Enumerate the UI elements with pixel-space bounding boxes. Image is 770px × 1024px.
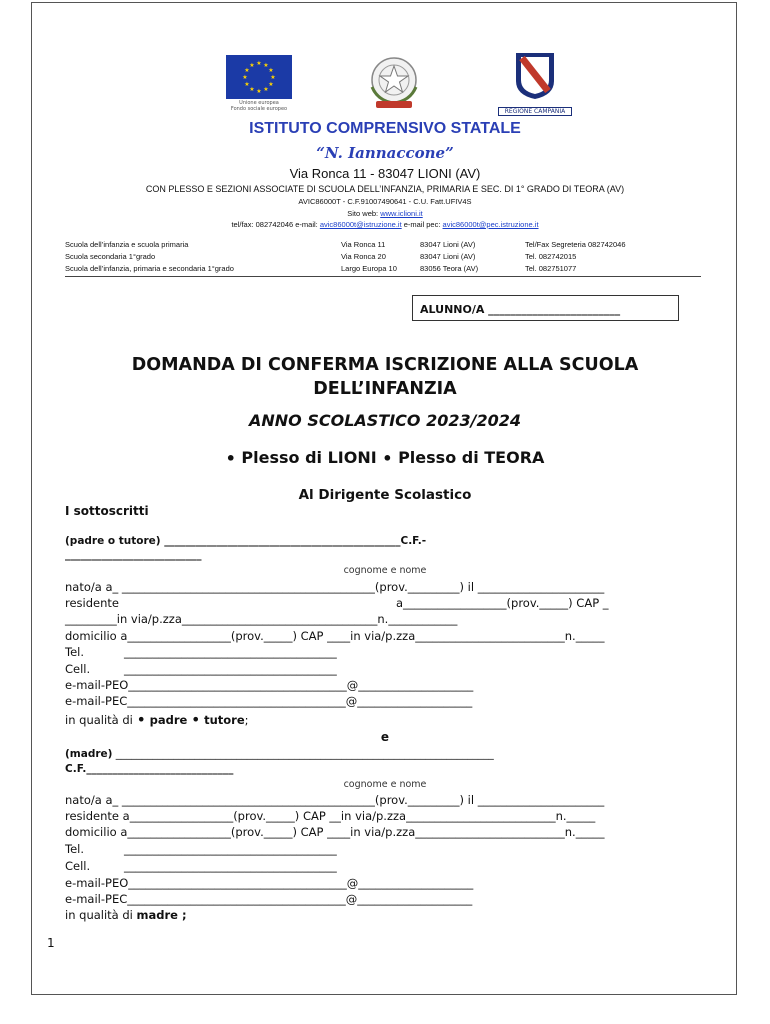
father-address-field[interactable]: _________in via/p.zza__________________________________n.____________	[65, 612, 458, 626]
plesso-street: Largo Europa 10	[341, 264, 397, 273]
father-label: (padre o tutore) _____________________________________________	[65, 535, 401, 547]
father-cell-label: Cell.	[65, 662, 91, 676]
contacts-line	[32, 220, 738, 229]
qualita-padre-option[interactable]: padre	[149, 713, 188, 727]
father-cf-label: C.F.-	[400, 535, 427, 547]
mother-name-line: ________________________________________________________________________	[112, 748, 494, 760]
website-label: Sito web:	[347, 209, 381, 218]
father-name-field[interactable]	[65, 535, 426, 547]
email-link[interactable]: avic86000t@istruzione.it	[319, 220, 402, 229]
svg-text:★: ★	[249, 62, 255, 69]
father-tel-field[interactable]: _____________________________________	[124, 645, 337, 659]
svg-text:★: ★	[249, 86, 255, 93]
svg-text:★: ★	[268, 81, 274, 88]
plesso-phone: Tel. 082742015	[525, 252, 577, 261]
mother-label: (madre)	[65, 748, 113, 760]
father-email-peo-field[interactable]: e-mail-PEO______________________________________@____________________	[65, 678, 474, 692]
page-number: 1	[47, 936, 55, 950]
pec-link[interactable]: avic86000t@pec.istruzione.it	[442, 220, 539, 229]
qualita-suffix: ;	[244, 713, 249, 727]
mother-name-field[interactable]	[65, 748, 494, 760]
qualita-madre-option[interactable]: madre ;	[136, 908, 187, 922]
alunno-field[interactable]: ALUNNO/A ________________________	[412, 295, 679, 321]
father-cognome-hint: cognome e nome	[343, 565, 427, 576]
father-email-pec-field[interactable]: e-mail-PEC______________________________________@____________________	[65, 694, 473, 708]
father-cell-field[interactable]: _____________________________________	[124, 662, 337, 676]
recipient-line: Al Dirigente Scolastico	[298, 487, 472, 503]
mother-cell-field[interactable]: _____________________________________	[124, 859, 337, 873]
contacts-prefix: tel/fax: 082742046 e-mail:	[231, 220, 320, 229]
pec-label: e-mail pec:	[401, 220, 443, 229]
plesso-type: Scuola dell’infanzia, primaria e secondaria 1°grado	[65, 264, 234, 273]
qualita-label: in qualità di	[65, 713, 137, 727]
italian-republic-emblem-icon	[358, 51, 430, 115]
mother-email-pec-field[interactable]: e-mail-PEC______________________________________@____________________	[65, 892, 473, 906]
plesso-lioni-option[interactable]: Plesso di LIONI	[241, 448, 377, 467]
plesso-row	[65, 263, 626, 275]
regione-campania-logo	[498, 51, 572, 115]
document-page	[31, 2, 737, 995]
mother-cf-field[interactable]: C.F.____________________________	[65, 763, 234, 775]
bullet-icon: •	[225, 449, 236, 468]
father-cf-field[interactable]: __________________________	[65, 549, 202, 561]
regione-campania-caption: REGIONE CAMPANIA	[498, 107, 572, 116]
school-subname: “N. Iannaccone”	[316, 144, 454, 162]
father-tel-label: Tel.	[65, 645, 84, 659]
mother-tel-field[interactable]: _____________________________________	[124, 842, 337, 856]
father-domicile-field[interactable]: domicilio a__________________(prov._____) CAP ____in via/p.zza__________________________n._____	[65, 629, 605, 643]
associated-schools: CON PLESSO E SEZIONI ASSOCIATE DI SCUOLA DELL’INFANZIA, PRIMARIA E SEC. DI 1° GRADO DI TEORA (AV)	[145, 184, 625, 194]
qualita-label: in qualità di	[65, 908, 137, 922]
plesso-row	[65, 251, 626, 263]
plesso-city: 83047 Lioni (AV)	[420, 252, 476, 261]
school-year: ANNO SCOLASTICO 2023/2024	[249, 411, 521, 430]
father-qualita-line	[65, 710, 249, 729]
father-birth-field[interactable]: nato/a a_ ____________________________________________(prov._________) il ______________________	[65, 580, 605, 594]
father-residence-field[interactable]: a__________________(prov._____) CAP _	[396, 596, 609, 610]
eu-logo	[226, 55, 296, 117]
mother-domicile-field[interactable]: domicilio a__________________(prov._____) CAP ____in via/p.zza__________________________n._____	[65, 825, 605, 839]
school-name: ISTITUTO COMPRENSIVO STATALE	[249, 120, 521, 137]
plesso-teora-option[interactable]: Plesso di TEORA	[398, 448, 545, 467]
plesso-row	[65, 239, 626, 251]
header-divider	[65, 276, 701, 277]
website-link[interactable]: www.iclioni.it	[380, 209, 423, 218]
website-line	[32, 209, 738, 218]
mother-cognome-hint: cognome e nome	[343, 779, 427, 790]
regione-campania-shield-icon	[498, 51, 572, 101]
plesso-type: Scuola dell’infanzia e scuola primaria	[65, 240, 189, 249]
mother-qualita-line	[65, 908, 187, 922]
plesso-options	[32, 448, 738, 468]
bullet-icon: •	[382, 449, 393, 468]
mother-email-peo-field[interactable]: e-mail-PEO______________________________________@____________________	[65, 876, 474, 890]
plesso-street: Via Ronca 11	[341, 240, 386, 249]
form-title-line2: DELL’INFANZIA	[313, 379, 457, 399]
svg-text:★: ★	[244, 67, 250, 74]
school-codes: AVIC86000T - C.F.91007490641 - C.U. Fatt.UFIV4S	[298, 197, 472, 206]
plesso-phone: Tel/Fax Segreteria 082742046	[525, 240, 626, 249]
sottoscritti-label: I sottoscritti	[65, 504, 149, 518]
form-title-line1: DOMANDA DI CONFERMA ISCRIZIONE ALLA SCUOLA	[131, 355, 639, 375]
school-address: Via Ronca 11 - 83047 LIONI (AV)	[289, 166, 481, 181]
svg-text:★: ★	[270, 74, 276, 81]
mother-birth-field[interactable]: nato/a a_ ____________________________________________(prov._________) il ______________________	[65, 793, 605, 807]
plesso-type: Scuola secondaria 1°grado	[65, 252, 156, 261]
mother-residence-field[interactable]: residente a__________________(prov._____) CAP __in via/p.zza__________________________n._____	[65, 809, 596, 823]
plesso-street: Via Ronca 20	[341, 252, 386, 261]
svg-text:★: ★	[268, 67, 274, 74]
svg-text:★: ★	[256, 60, 262, 67]
svg-text:★: ★	[263, 62, 269, 69]
plesso-city: 83047 Lioni (AV)	[420, 240, 476, 249]
plesso-phone: Tel. 082751077	[525, 264, 577, 273]
conjunction: e	[380, 730, 390, 744]
mother-tel-label: Tel.	[65, 842, 84, 856]
plesso-city: 83056 Teora (AV)	[420, 264, 479, 273]
bullet-icon: •	[136, 710, 146, 729]
svg-text:★: ★	[256, 88, 262, 95]
plessi-table	[65, 239, 626, 275]
qualita-tutore-option[interactable]: tutore	[204, 713, 245, 727]
eu-flag-icon	[226, 55, 292, 99]
father-residence-label: residente	[65, 596, 119, 610]
mother-cell-label: Cell.	[65, 859, 91, 873]
bullet-icon: •	[190, 710, 201, 729]
svg-text:★: ★	[242, 74, 248, 81]
eu-caption: Unione europea Fondo sociale europeo	[230, 100, 288, 112]
svg-text:★: ★	[244, 81, 250, 88]
svg-text:★: ★	[263, 86, 269, 93]
